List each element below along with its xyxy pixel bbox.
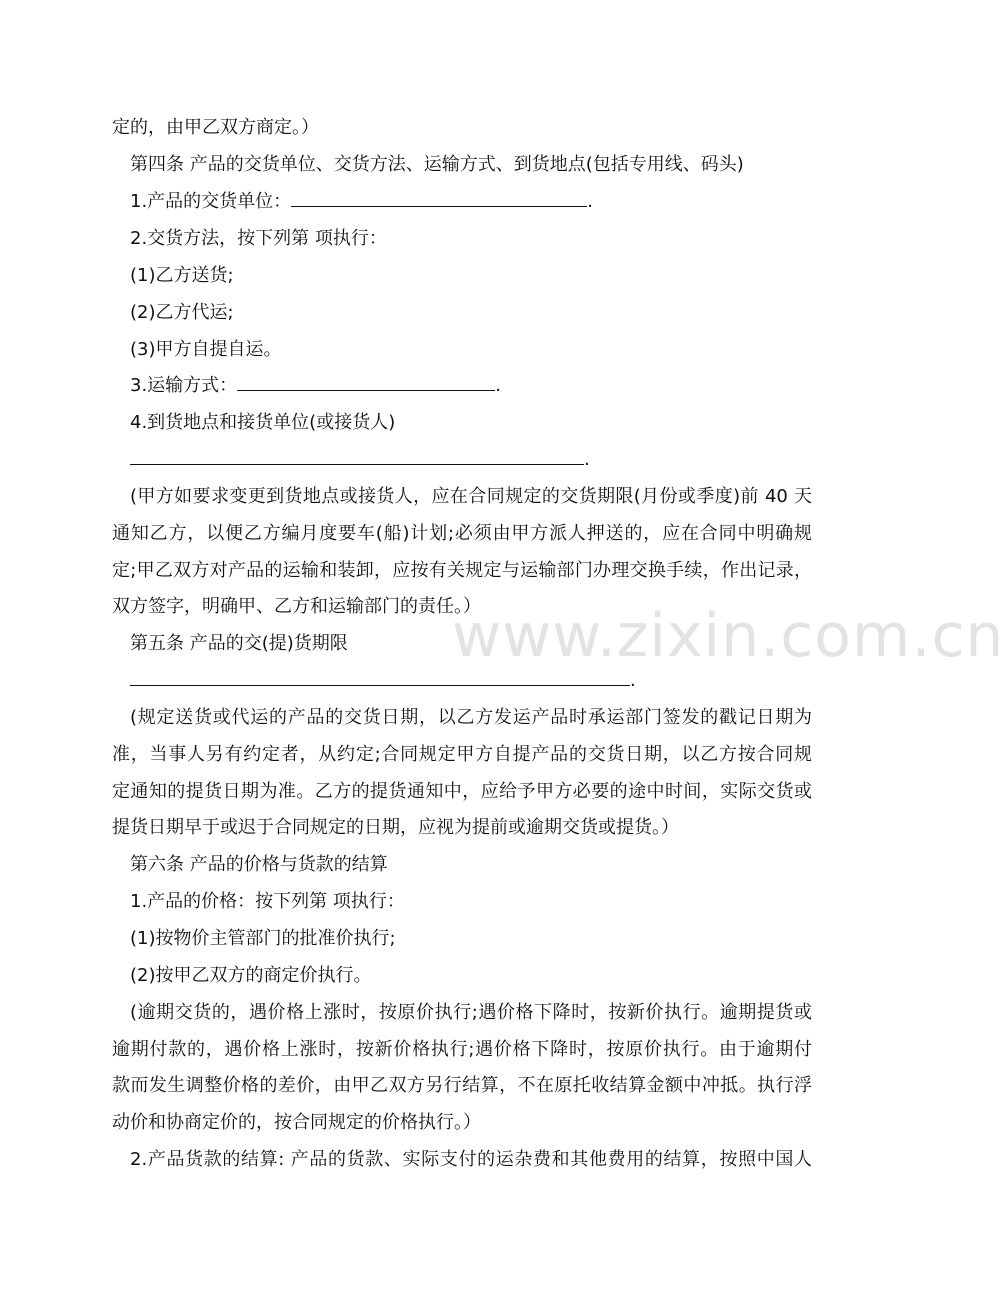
option-line: (2)乙方代运; [130,302,234,323]
paragraph-line: 定;甲乙双方对产品的运输和装卸，应按有关规定与运输部门办理交换手续，作出记录， [112,560,812,581]
article-4-heading: 第四条 产品的交货单位、交货方法、运输方式、到货地点(包括专用线、码头) [130,154,744,175]
delivery-unit-line [130,192,830,212]
paragraph-line: 准，当事人另有约定者，从约定;合同规定甲方自提产品的交货日期，以乙方按合同规 [112,744,812,765]
paragraph-line: (甲方如要求变更到货地点或接货人，应在合同规定的交货期限(月份或季度)前 40 天 [130,486,812,507]
paragraph-line: (规定送货或代运的产品的交货日期，以乙方发运产品时承运部门签发的戳记日期为 [130,707,812,728]
option-line: (2)按甲乙双方的商定价执行。 [130,965,372,986]
delivery-method-line: 2.交货方法，按下列第 项执行： [130,228,387,249]
transport-method-line [130,376,830,396]
paragraph-line: 双方签字，明确甲、乙方和运输部门的责任。） [112,596,481,617]
arrival-place-line [130,450,830,470]
blank-end-mark: . [495,375,501,396]
paragraph-line: (逾期交货的，遇价格上涨时，按原价执行;遇价格下降时，按新价执行。逾期提货或 [130,1002,812,1023]
blank-end-mark: . [587,191,593,212]
delivery-period-line [130,671,830,691]
paragraph-line: 提货日期早于或迟于合同规定的日期，应视为提前或逾期交货或提货。） [112,817,679,838]
delivery-unit-label: 1.产品的交货单位： [130,191,292,212]
article-5-heading: 第五条 产品的交(提)货期限 [130,633,348,654]
option-line: (1)乙方送货; [130,265,234,286]
option-line: (1)按物价主管部门的批准价执行; [130,928,396,949]
paragraph-line: 通知乙方，以便乙方编月度要车(船)计划;必须由甲方派人押送的，应在合同中明确规 [112,523,812,544]
blank-end-mark: . [584,449,590,470]
paragraph-line: 2.产品货款的结算: 产品的货款、实际支付的运杂费和其他费用的结算，按照中国人 [130,1149,812,1170]
arrival-place-blank[interactable] [130,450,584,465]
paragraph-line: 动价和协商定价的，按合同规定的价格执行。） [112,1112,481,1133]
paragraph-line: 款而发生调整价格的差价，由甲乙双方另行结算，不在原托收结算金额中冲抵。执行浮 [112,1075,812,1096]
option-line: (3)甲方自提自运。 [130,339,282,360]
blank-end-mark: . [630,670,636,691]
delivery-period-blank[interactable] [130,671,630,686]
transport-method-blank[interactable] [237,376,495,391]
delivery-unit-blank[interactable] [291,192,587,207]
paragraph-line: 逾期付款的，遇价格上涨时，按新价格执行;遇价格下降时，按原价执行。由于逾期付 [112,1039,812,1060]
arrival-place-label: 4.到货地点和接货单位(或接货人) [130,412,396,433]
watermark: www.zixin.com.cn [452,601,1004,671]
price-line: 1.产品的价格：按下列第 项执行： [130,891,405,912]
transport-method-label: 3.运输方式： [130,375,238,396]
text-line: 定的，由甲乙双方商定。） [112,117,319,138]
article-6-heading: 第六条 产品的价格与货款的结算 [130,854,388,875]
paragraph-line: 定通知的提货日期为准。乙方的提货通知中，应给予甲方必要的途中时间，实际交货或 [112,781,812,802]
